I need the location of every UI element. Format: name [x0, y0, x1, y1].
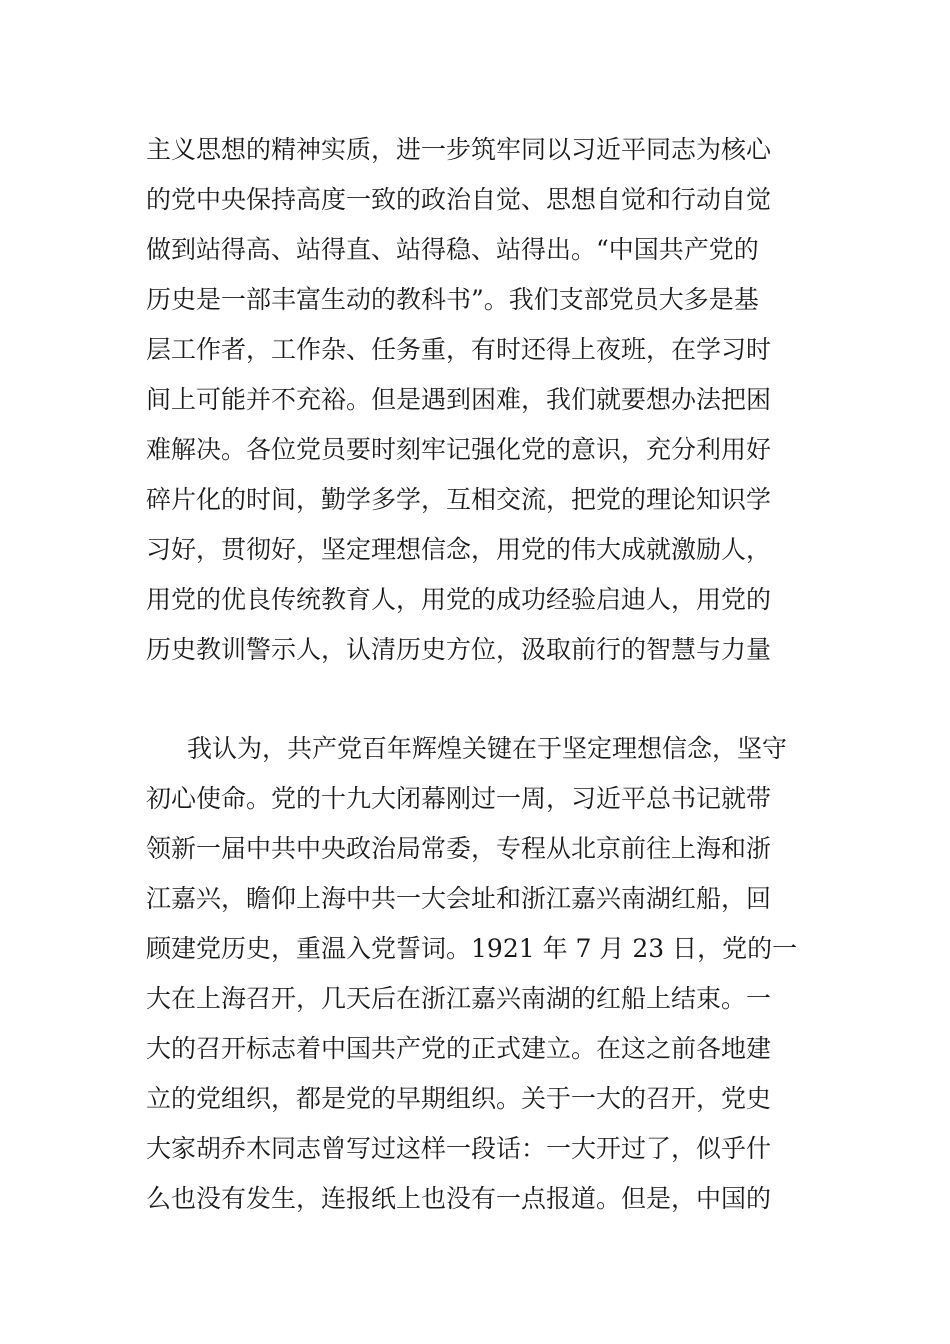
text-line: 大在上海召开，几天后在浙江嘉兴南湖的红船上结束。一: [146, 984, 772, 1013]
text-line: 顾建党历史，重温入党誓词。1921 年 7 月 23 日，党的一: [146, 934, 798, 963]
text-line: 碎片化的时间，勤学多学，互相交流，把党的理论知识学: [146, 485, 772, 514]
text-line: 大的召开标志着中国共产党的正式建立。在这之前各地建: [146, 1034, 772, 1063]
text-line: 领新一届中共中央政治局常委，专程从北京前往上海和浙: [146, 834, 772, 863]
text-line: 初心使命。党的十九大闭幕刚过一周，习近平总书记就带: [146, 784, 772, 813]
text-line: 主义思想的精神实质，进一步筑牢同以习近平同志为核心: [146, 135, 772, 164]
text-line: 用党的优良传统教育人，用党的成功经验启迪人，用党的: [146, 585, 772, 614]
text-line: 间上可能并不充裕。但是遇到困难，我们就要想办法把困: [146, 385, 772, 414]
text-line: 历史教训警示人，认清历史方位，汲取前行的智慧与力量: [146, 635, 772, 664]
text-line: 的党中央保持高度一致的政治自觉、思想自觉和行动自觉: [146, 185, 772, 214]
text-line: 习好，贯彻好，坚定理想信念，用党的伟大成就激励人，: [146, 535, 772, 564]
text-line: 难解决。各位党员要时刻牢记强化党的意识，充分利用好: [146, 435, 772, 464]
body-paragraph-2: [146, 724, 826, 1224]
text-line: 层工作者，工作杂、任务重，有时还得上夜班，在学习时: [146, 335, 772, 364]
body-paragraph-1: [146, 125, 826, 675]
text-line: 江嘉兴，瞻仰上海中共一大会址和浙江嘉兴南湖红船，回: [146, 884, 772, 913]
text-line: 历史是一部丰富生动的教科书”。我们支部党员大多是基: [146, 285, 759, 314]
text-line: 做到站得高、站得直、站得稳、站得出。“中国共产党的: [146, 235, 759, 264]
text-line: 大家胡乔木同志曾写过这样一段话：一大开过了，似乎什: [146, 1134, 772, 1163]
text-line: 立的党组织，都是党的早期组织。关于一大的召开，党史: [146, 1084, 772, 1113]
text-line-first-indented: 我认为，共产党百年辉煌关键在于坚定理想信念，坚守: [187, 734, 788, 763]
text-line: 么也没有发生，连报纸上也没有一点报道。但是，中国的: [146, 1184, 772, 1213]
